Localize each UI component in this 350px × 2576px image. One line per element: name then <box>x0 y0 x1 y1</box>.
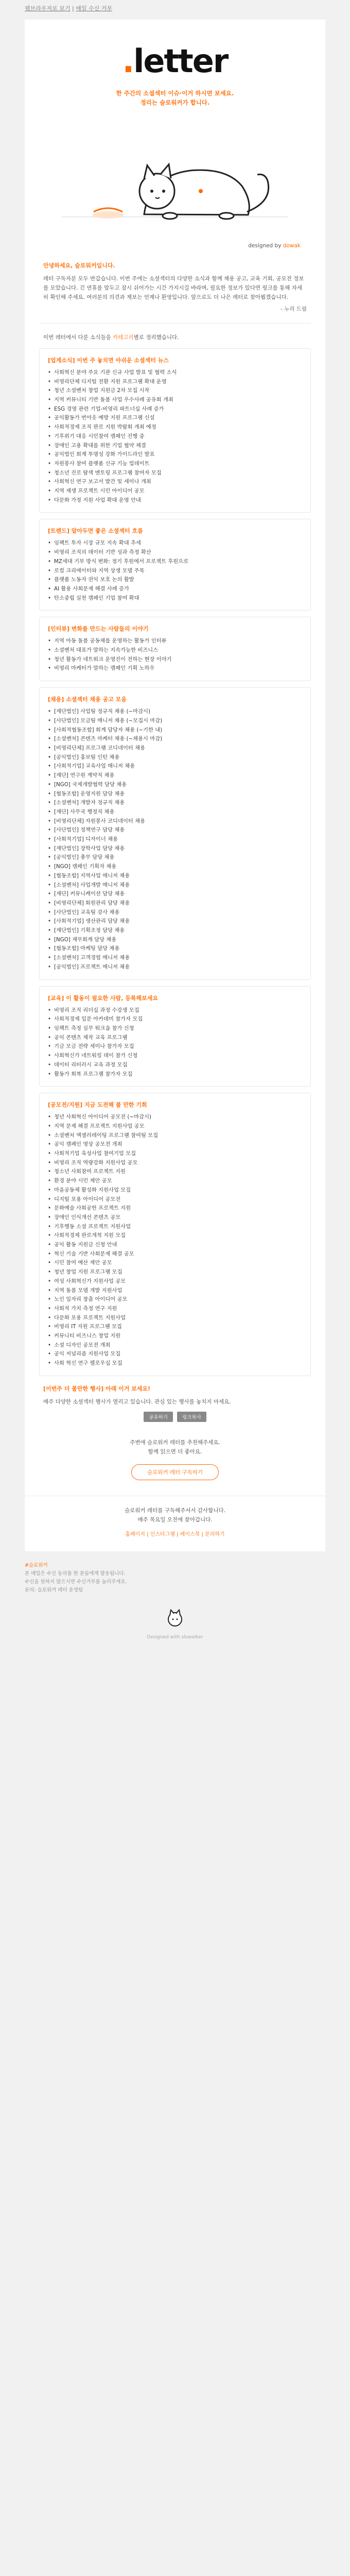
category-section <box>39 986 311 1087</box>
list-item[interactable]: • [NGO] 캠페인 기획자 채용 <box>48 862 302 872</box>
list-item[interactable]: • 디지털 포용 아이디어 공모전 <box>48 1195 302 1205</box>
list-item[interactable]: • [협동조합] 마케팅 담당 채용 <box>48 944 302 954</box>
top-bar <box>0 0 350 20</box>
section-list <box>48 1006 302 1079</box>
list-item[interactable]: • [재단법인] 기획조정 담당 채용 <box>48 926 302 936</box>
hero <box>25 20 325 261</box>
section-list <box>48 1113 302 1368</box>
section-title: [공모전/지원] 지금 도전해 볼 만한 기회 <box>48 1101 147 1109</box>
list-item[interactable]: • 탄소중립 실천 캠페인 기업 참여 확대 <box>48 594 302 603</box>
list-item[interactable]: • 기후행동 소셜 프로젝트 지원사업 <box>48 1223 302 1232</box>
list-item[interactable]: • [재단법인] 장학사업 담당 채용 <box>48 844 302 854</box>
list-item[interactable]: • 비영리 조직 역량강화 지원사업 공모 <box>48 1159 302 1168</box>
list-item[interactable]: • [비영리단체] 자원봉사 코디네이터 채용 <box>48 817 302 826</box>
cat-illustration <box>45 114 305 238</box>
list-item[interactable]: • 장애인 고용 확대를 위한 기업 협약 체결 <box>48 442 302 451</box>
list-item[interactable]: • 청년 활동가 네트워크 운영진이 전하는 현장 이야기 <box>48 655 302 665</box>
bottom-footer <box>0 1551 350 1663</box>
copy-link-button[interactable]: 링크복사 <box>177 1412 206 1422</box>
extra-title: [이번주 더 볼만한 행사] 아래 이거 보세요! <box>43 1385 151 1392</box>
list-item[interactable]: • 사회적경제 입문 아카데미 참가자 모집 <box>48 1015 302 1024</box>
unsubscribe-link[interactable]: 메일 수신 거부 <box>76 5 112 12</box>
cta-line-1: 주변에 슬로워커 레터를 추천해주세요. <box>130 1439 220 1446</box>
list-item[interactable]: • [소셜벤처] 개발자 정규직 채용 <box>48 799 302 808</box>
share-button[interactable]: 공유하기 <box>144 1412 173 1422</box>
subs-line-1: 슬로워커 레터를 구독해주셔서 감사합니다. <box>125 1507 225 1514</box>
divider <box>39 323 311 324</box>
subscription-info <box>25 1496 325 1551</box>
footer-line-3: 문의: 슬로워커 레터 운영팀 <box>25 1587 83 1593</box>
list-item[interactable]: • [사단법인] 모금팀 매니저 채용 (~모집시 마감) <box>48 717 302 726</box>
list-item[interactable]: • 청소년 진로 탐색 멘토링 프로그램 참여자 모집 <box>48 469 302 478</box>
intro-section <box>25 333 325 342</box>
list-item[interactable]: • 임팩트 측정 실무 워크숍 참가 신청 <box>48 1024 302 1033</box>
list-item[interactable]: • 시민 참여 예산 제안 공모 <box>48 1259 302 1268</box>
list-item[interactable]: • 사회적 가치 측정 연구 지원 <box>48 1304 302 1314</box>
subscribe-button[interactable]: 슬로워커 레터 구독하기 <box>131 1464 219 1480</box>
intro-line: 이번 레터에서 다룬 소식들을 카테고리별로 정리했습니다. <box>43 334 179 341</box>
list-item[interactable]: • 여성 사회혁신가 지원사업 공모 <box>48 1277 302 1286</box>
list-item[interactable]: • 문화예술 사회공헌 프로젝트 지원 <box>48 1204 302 1213</box>
list-item[interactable]: • 로컬 크리에이터와 지역 상생 모델 주목 <box>48 567 302 576</box>
list-item[interactable]: • 소셜벤처 액셀러레이팅 프로그램 참여팀 모집 <box>48 1131 302 1141</box>
hero-line-1: 한 주간의 소셜섹터 이슈·이거 하시면 보세요. <box>116 90 234 97</box>
category-section <box>39 617 311 681</box>
list-item[interactable]: • 환경 분야 시민 제안 공모 <box>48 1177 302 1186</box>
cta-line-2: 함께 읽으면 더 좋아요. <box>148 1449 202 1455</box>
list-item[interactable]: • [NGO] 국제개발협력 담당 채용 <box>48 781 302 790</box>
list-item[interactable]: • 플랫폼 노동자 권익 보호 논의 활발 <box>48 575 302 585</box>
list-item[interactable]: • 비영리 조직 리더십 과정 수강생 모집 <box>48 1006 302 1015</box>
section-list <box>48 539 302 603</box>
list-item[interactable]: • [비영리단체] 회원관리 담당 채용 <box>48 899 302 908</box>
footer-line-2: 수신을 원하지 않으시면 수신거부를 눌러주세요. <box>25 1579 127 1585</box>
list-item[interactable]: • 지역 아동 돌봄 공동체를 운영하는 활동가 인터뷰 <box>48 637 302 646</box>
list-item[interactable]: • 공익 저널리즘 지원사업 모집 <box>48 1350 302 1359</box>
list-item[interactable]: • [공익법인] 홍보팀 인턴 채용 <box>48 753 302 762</box>
list-item[interactable]: • 공익 콘텐츠 제작 교육 프로그램 <box>48 1033 302 1043</box>
list-item[interactable]: • [공익법인] 총무 담당 채용 <box>48 853 302 862</box>
share-row <box>25 1406 325 1433</box>
list-item[interactable]: • [소셜벤처] 사업개발 매니저 채용 <box>48 881 302 890</box>
list-item[interactable]: • 비영리단체 디지털 전환 지원 프로그램 확대 운영 <box>48 378 302 387</box>
list-item[interactable]: • 지역 문제 해결 프로젝트 지원사업 공모 <box>48 1122 302 1131</box>
list-item[interactable]: • 공익 캠페인 영상 공모전 개최 <box>48 1140 302 1149</box>
list-item[interactable]: • MZ세대 기부 방식 변화: 정기 후원에서 프로젝트 후원으로 <box>48 557 302 567</box>
list-item[interactable]: • 다문화 포용 프로젝트 지원사업 <box>48 1314 302 1323</box>
category-section <box>39 687 311 979</box>
list-item[interactable]: • 청년 창업 지원 프로그램 모집 <box>48 1268 302 1277</box>
recommend-cta <box>25 1433 325 1496</box>
list-item[interactable]: • 공익 활동 지원금 신청 안내 <box>48 1241 302 1250</box>
section-list <box>48 707 302 972</box>
list-item[interactable]: • [재단법인] 사업팀 정규직 채용 (~마감시) <box>48 707 302 717</box>
list-item[interactable]: • [협동조합] 운영지원 담당 채용 <box>48 790 302 799</box>
bottom-mini-text: Designed with slowalker <box>147 1635 203 1640</box>
section-title: [트렌드] 알아두면 좋은 소셜섹터 흐름 <box>48 528 143 535</box>
list-item[interactable]: • 비영리 IT 지원 프로그램 모집 <box>48 1323 302 1332</box>
bowl-icon <box>93 211 124 218</box>
section-title: [교육] 이 활동이 필요한 사람, 등록해보세요 <box>48 994 159 1002</box>
list-item[interactable]: • 공익법인 회계 투명성 강화 가이드라인 발표 <box>48 450 302 460</box>
list-item[interactable]: • 사회혁신 연구 보고서 발간 및 세미나 개최 <box>48 478 302 487</box>
list-item[interactable]: • 자원봉사 참여 플랫폼 신규 기능 업데이트 <box>48 460 302 469</box>
brand-logo: .letter <box>122 42 228 80</box>
list-item[interactable]: • [사회적기업] 디자이너 채용 <box>48 835 302 844</box>
list-item[interactable]: • 소셜벤처 대표가 말하는 지속가능한 비즈니스 <box>48 646 302 655</box>
list-item[interactable]: • [재단] 커뮤니케이션 담당 채용 <box>48 890 302 899</box>
greeting-signature: - 누리 드림 <box>280 306 307 312</box>
list-item[interactable]: • [협동조합] 지역사업 매니저 채용 <box>48 872 302 881</box>
extra-body: 매주 다양한 소셜섹터 행사가 열리고 있습니다. 관심 있는 행사를 놓치지 마세요. <box>43 1398 231 1405</box>
list-item[interactable]: • 임팩트 투자 시장 규모 지속 확대 추세 <box>48 539 302 548</box>
list-item[interactable]: • 혁신 기술 기반 사회문제 해결 공모 <box>48 1250 302 1259</box>
footer-links[interactable]: 홈페이지 | 인스타그램 | 페이스북 | 문의하기 <box>125 1531 225 1537</box>
section-list <box>48 368 302 505</box>
list-item[interactable]: • 청년 사회혁신 아이디어 공모전 (~마감시) <box>48 1113 302 1122</box>
decor-dot <box>199 189 203 193</box>
section-title: [인터뷰] 변화를 만드는 사람들의 이야기 <box>48 625 149 633</box>
list-item[interactable]: • 사회적경제 판로개척 지원 모집 <box>48 1231 302 1241</box>
separator: | <box>70 5 76 12</box>
list-item[interactable]: • 비영리 조직의 데이터 기반 성과 측정 확산 <box>48 548 302 557</box>
list-item[interactable]: • 지역 돌봄 모델 개발 지원사업 <box>48 1286 302 1296</box>
hero-line-2: 정리는 슬로워커가 합니다. <box>140 99 210 107</box>
list-item[interactable]: • [사단법인] 정책연구 담당 채용 <box>48 826 302 835</box>
category-section <box>39 1093 311 1376</box>
list-item[interactable]: • 사회혁신가 네트워킹 데이 참가 신청 <box>48 1052 302 1061</box>
list-item[interactable]: • 청년 소셜벤처 창업 지원금 2차 모집 시작 <box>48 386 302 396</box>
list-item[interactable]: • [소셜벤처] 콘텐츠 마케터 채용 (~채용시 마감) <box>48 735 302 744</box>
list-item[interactable]: • [소셜벤처] 고객경험 매니저 채용 <box>48 954 302 963</box>
list-item[interactable]: • 소셜 디자인 공모전 개최 <box>48 1341 302 1350</box>
section-list <box>48 637 302 673</box>
list-item[interactable]: • 다문화 가정 지원 사업 확대 운영 안내 <box>48 496 302 505</box>
list-item[interactable]: • 장애인 인식개선 콘텐츠 공모 <box>48 1213 302 1223</box>
section-title: [채용] 소셜섹터 채용 공고 모음 <box>48 696 127 703</box>
list-item[interactable]: • 마을공동체 활성화 지원사업 모집 <box>48 1186 302 1195</box>
list-item[interactable]: • [재단] 사무국 행정직 채용 <box>48 808 302 817</box>
hero-subtitle <box>45 89 305 108</box>
list-item[interactable]: • 사회 혁신 연구 펠로우십 모집 <box>48 1359 302 1368</box>
letter-card <box>25 20 325 1551</box>
list-item[interactable]: • 사회혁신 분야 주요 기관 신규 사업 발표 및 협력 소식 <box>48 368 302 378</box>
subs-line-2: 매주 목요일 오전에 찾아갑니다. <box>137 1516 213 1523</box>
list-item[interactable]: • 기후위기 대응 시민참여 캠페인 진행 중 <box>48 432 302 442</box>
list-item[interactable]: • 지역 재생 프로젝트 시민 아이디어 공모 <box>48 487 302 496</box>
list-item[interactable]: • 커뮤니티 비즈니스 창업 지원 <box>48 1332 302 1341</box>
list-item[interactable]: • 사회적경제 조직 판로 지원 박람회 개최 예정 <box>48 423 302 432</box>
designer-name: dowak <box>283 242 301 249</box>
extra-section <box>25 1384 325 1406</box>
list-item[interactable]: • 활동가 회복 프로그램 참가자 모집 <box>48 1070 302 1079</box>
footer-line-1: 본 메일은 수신 동의를 한 분들에게 발송됩니다. <box>25 1570 126 1577</box>
list-item[interactable]: • [사회적기업] 교육사업 매니저 채용 <box>48 762 302 771</box>
cat-tail <box>247 174 269 212</box>
list-item[interactable]: • 데이터 리터러시 교육 과정 모집 <box>48 1061 302 1070</box>
list-item[interactable]: • [NGO] 재무회계 담당 채용 <box>48 936 302 945</box>
list-item[interactable]: • ESG 경영 관련 기업-비영리 파트너십 사례 증가 <box>48 405 302 414</box>
list-item[interactable]: • 비영리 마케터가 말하는 캠페인 기획 노하우 <box>48 664 302 673</box>
list-item[interactable]: • [사회적협동조합] 회계 담당자 채용 (~기한 내) <box>48 726 302 735</box>
hashtag[interactable]: #슬로워커 <box>25 1562 48 1568</box>
list-item[interactable]: • [사단법인] 교육팀 강사 채용 <box>48 908 302 918</box>
category-section <box>39 519 311 611</box>
bottom-logo <box>25 1608 325 1641</box>
list-item[interactable]: • [사회적기업] 생산관리 담당 채용 <box>48 917 302 926</box>
section-title: [업계소식] 이번 주 놓치면 아쉬운 소셜섹터 뉴스 <box>48 357 169 364</box>
category-section <box>39 348 311 513</box>
greeting-section <box>25 261 325 314</box>
greeting-title: 안녕하세요, 슬로워커입니다. <box>43 262 115 269</box>
view-in-browser-link[interactable]: 웹브라우저로 보기 <box>25 5 71 12</box>
designed-by: designed by dowak <box>248 242 301 249</box>
greeting-body: 레터 구독자분 모두 반갑습니다. 이번 주에는 소셜섹터의 다양한 소식과 함께 채용 공고, 교육 기회, 공모전 정보를 모았습니다. 긴 연휴를 앞두고 잠시 쉬어가는 시간 가지시길 바라며, 필요한 정보가 있다면 링크를 통해 자세히 확인해 주세요. 여러분의 의견과 제보는 언제나 환영입니다. 앞으로도 더 나은 레터로 찾아뵙겠습니다. <box>43 275 304 301</box>
list-item[interactable]: • [공익법인] 프로젝트 매니저 채용 <box>48 963 302 972</box>
list-item[interactable]: • AI 활용 사회문제 해결 사례 증가 <box>48 585 302 594</box>
list-item[interactable]: • 노인 일자리 창출 아이디어 공모 <box>48 1295 302 1304</box>
list-item[interactable]: • 사회적기업 육성사업 참여기업 모집 <box>48 1149 302 1159</box>
cat-face-icon <box>165 1608 185 1629</box>
list-item[interactable]: • [재단] 연구원 계약직 채용 <box>48 771 302 781</box>
list-item[interactable]: • 기금 모금 전략 세미나 참가자 모집 <box>48 1042 302 1052</box>
list-item[interactable]: • 지역 커뮤니티 기반 돌봄 사업 우수사례 공유회 개최 <box>48 396 302 405</box>
list-item[interactable]: • 청소년 사회참여 프로젝트 지원 <box>48 1167 302 1177</box>
sections-container <box>25 348 325 1376</box>
list-item[interactable]: • 공익활동가 번아웃 예방 지원 프로그램 신설 <box>48 414 302 423</box>
list-item[interactable]: • [비영리단체] 프로그램 코디네이터 채용 <box>48 744 302 753</box>
